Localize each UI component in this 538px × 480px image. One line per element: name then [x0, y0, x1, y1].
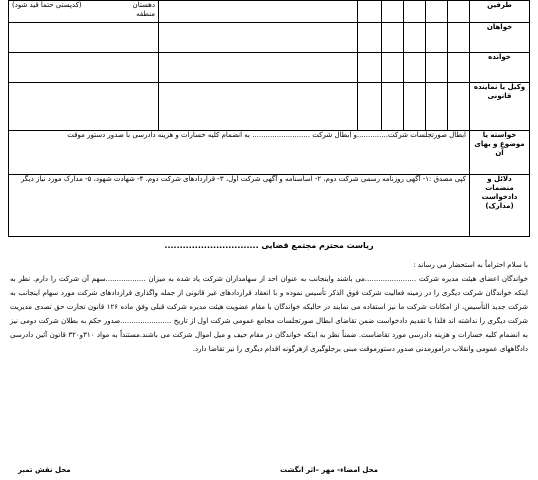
row-label-defendant: خوانده [470, 53, 530, 83]
evidence-text: کپی مصدق :١- آگهی روزنامه رسمی شرکت دوم، ٢- اساسنامه و آگهی شرکت اول، ٣- قراردادهای شرکت دوم، ۴- شهادت شهود، ۵- مدارک مورد نیاز دیگر [9, 175, 470, 237]
stamp-label: محل نقش تمبر [18, 466, 71, 474]
address-header: دهستان (کدپستی حتما قید شود) منطقه [9, 1, 159, 23]
row-label-parties: طرفین [470, 1, 530, 23]
evidence-row [9, 175, 530, 237]
row-label-plaintiff: خواهان [470, 23, 530, 53]
signature-label: محل امضاء- مهر –اثر انگشت [280, 466, 378, 474]
row-label-subject: خواسته یا موضوع و بهای آن [470, 131, 530, 175]
row-label-attorney: وکیل یا نماینده قانونی [470, 83, 530, 131]
parties-header-row [9, 1, 530, 23]
greeting: با سلام احتراماً به استحضار می رساند : [413, 261, 528, 269]
petition-table [8, 0, 530, 237]
row-label-evidence: دلائل و منضمات دادخواست (مدارک) [470, 175, 530, 237]
defendant-row [9, 53, 530, 83]
attorney-row [9, 83, 530, 131]
petition-paragraph: خواندگان اعضای هیئت مدیره شرکت .......................می باشند واینجانب به عنوان احد از سهامداران شرکت یاد شده به میزان ..................سهم آن شرکت را دارم. نظر به اینکه خواندگان شرکت دیگری را در زمینه فعالیت شرکت فوق الذکر تأسیس نموده و با انعقاد قراردادهای غیر قانونی از جمله واگذاری قراردادهای شرکت مورد سهام اینجانب به شرکت جدید التأسیس، از امکانات شرکت ما نیز استفاده می نمایند در حالیکه خواندگان با مقام عضویت هیئت مدیره شرکت قبلی وفق ماده ١٢۶ قانون تجارت حق تصدی مدیریت شرکت دیگری را نداشته اند فلذا با تقدیم دادخواست ضمن تقاضای ابطال صورتجلسات مجامع عمومی شرکت اول از تاریخ .......................صدور حکم به بطلان شرکت دومی نیز به انضمام کلیه خسارات و هزینه دادرسی مورد تقاضاست. ضمناً نظر به اینکه خواندگان در مقام حیف و میل اموال شرکت می باشند.مستنداً به مواد ٣١٠و٣٢٠ قانون آئین دادرسی دادگاههای عمومی وانقلاب درامورمدنی صدور دستورموقت مبنی برجلوگیری ازهرگونه اقدام دیگری را نیز تقاضا دارد. [10, 275, 529, 353]
plaintiff-row [9, 23, 530, 53]
subject-row [9, 131, 530, 175]
subject-text: ابطال صورتجلسات شرکت..............و ابطال شرکت .......................... به انضمام کلیه خسارات و هزینه دادرسی با صدور دستور موقت [9, 131, 470, 175]
court-heading: ریاست محترم مجتمع قضایی ............................... [164, 241, 374, 250]
petition-body [10, 258, 528, 356]
